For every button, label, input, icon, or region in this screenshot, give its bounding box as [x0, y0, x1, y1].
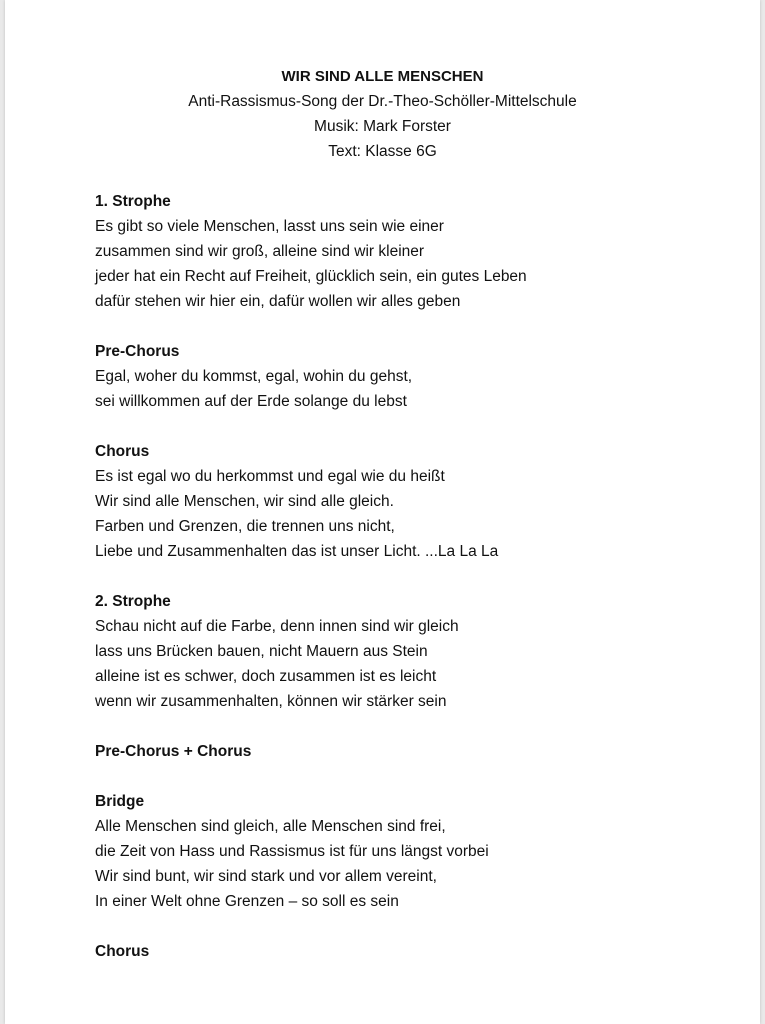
section-heading: Pre-Chorus + Chorus: [95, 743, 252, 760]
lyric-line: dafür stehen wir hier ein, dafür wollen wir alles geben: [95, 293, 461, 310]
lyric-line: Liebe und Zusammenhalten das ist unser Licht. ...La La La: [95, 543, 499, 560]
lyric-line: Wir sind bunt, wir sind stark und vor allem vereint,: [95, 868, 437, 885]
lyric-line: wenn wir zusammenhalten, können wir stärker sein: [95, 693, 447, 710]
section-strophe-1: [95, 189, 715, 314]
lyric-line: jeder hat ein Recht auf Freiheit, glücklich sein, ein gutes Leben: [95, 268, 527, 285]
section-heading: 1. Strophe: [95, 193, 171, 210]
section-heading: Chorus: [95, 443, 150, 460]
section-pre-chorus: [95, 339, 715, 414]
lyric-line: Wir sind alle Menschen, wir sind alle gleich.: [95, 493, 394, 510]
section-heading: Bridge: [95, 793, 145, 810]
section-bridge: [95, 789, 715, 914]
lyric-line: Egal, woher du kommst, egal, wohin du gehst,: [95, 368, 413, 385]
song-subtitle: Anti-Rassismus-Song der Dr.-Theo-Schöller-Mittelschule: [188, 93, 577, 110]
music-credit: Musik: Mark Forster: [314, 118, 451, 135]
lyric-line: Es gibt so viele Menschen, lasst uns sein wie einer: [95, 218, 444, 235]
section-strophe-2: [95, 589, 715, 714]
section-heading: Chorus: [95, 943, 150, 960]
lyric-line: Es ist egal wo du herkommst und egal wie du heißt: [95, 468, 445, 485]
section-chorus: [95, 439, 715, 564]
section-heading: Pre-Chorus: [95, 343, 180, 360]
lyric-line: In einer Welt ohne Grenzen – so soll es sein: [95, 893, 399, 910]
lyric-line: lass uns Brücken bauen, nicht Mauern aus Stein: [95, 643, 428, 660]
section-heading: 2. Strophe: [95, 593, 171, 610]
lyrics-credit: Text: Klasse 6G: [328, 143, 437, 160]
lyric-line: sei willkommen auf der Erde solange du lebst: [95, 393, 407, 410]
song-header: [5, 64, 760, 164]
section-final-chorus: [95, 939, 715, 964]
lyric-line: Schau nicht auf die Farbe, denn innen sind wir gleich: [95, 618, 459, 635]
document-page: [5, 0, 760, 1024]
song-title: WIR SIND ALLE MENSCHEN: [281, 68, 484, 85]
lyric-line: alleine ist es schwer, doch zusammen ist es leicht: [95, 668, 437, 685]
lyric-line: zusammen sind wir groß, alleine sind wir kleiner: [95, 243, 425, 260]
lyrics-body: [95, 189, 715, 964]
lyric-line: Farben und Grenzen, die trennen uns nicht,: [95, 518, 395, 535]
section-pre-chorus-chorus: [95, 739, 715, 764]
lyric-line: die Zeit von Hass und Rassismus ist für uns längst vorbei: [95, 843, 489, 860]
lyric-line: Alle Menschen sind gleich, alle Menschen sind frei,: [95, 818, 446, 835]
